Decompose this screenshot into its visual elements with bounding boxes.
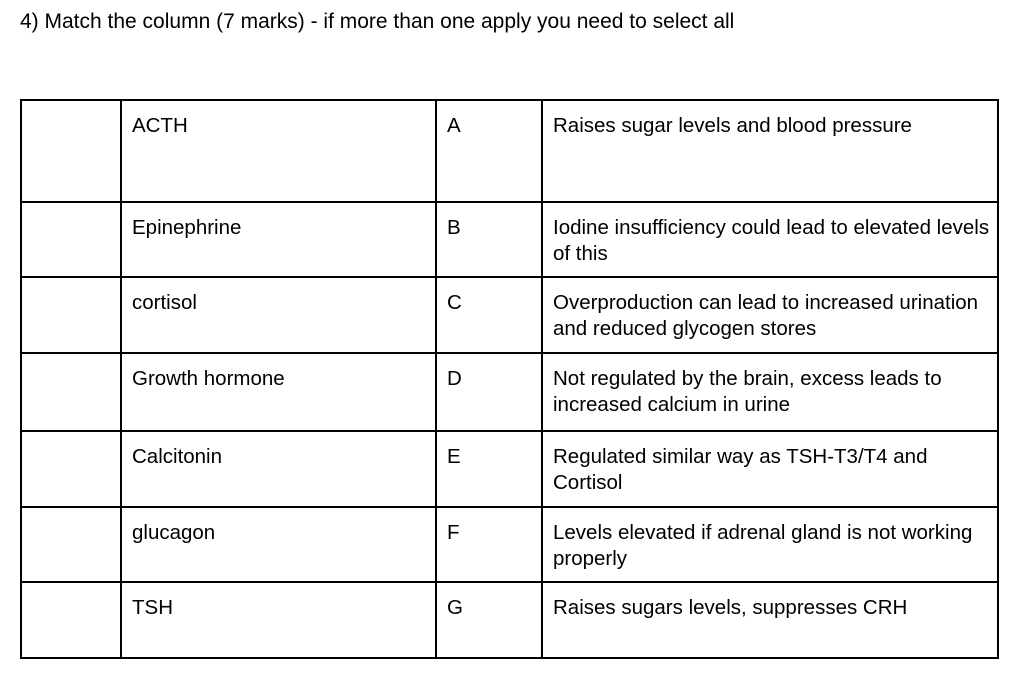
answer-cell[interactable] <box>21 353 121 431</box>
table-row <box>21 582 998 658</box>
term-cell: cortisol <box>121 277 436 353</box>
term-cell: ACTH <box>121 100 436 202</box>
table-row <box>21 100 998 202</box>
letter-cell: C <box>436 277 542 353</box>
letter-cell: A <box>436 100 542 202</box>
answer-cell[interactable] <box>21 582 121 658</box>
description-cell: Overproduction can lead to increased urination and reduced glycogen stores <box>542 277 998 353</box>
match-table <box>20 99 999 659</box>
term-cell: glucagon <box>121 507 436 582</box>
table-row <box>21 507 998 582</box>
table-row <box>21 431 998 507</box>
term-cell: Epinephrine <box>121 202 436 277</box>
table-row <box>21 202 998 277</box>
answer-cell[interactable] <box>21 431 121 507</box>
table-row <box>21 353 998 431</box>
letter-cell: E <box>436 431 542 507</box>
letter-cell: B <box>436 202 542 277</box>
answer-cell[interactable] <box>21 277 121 353</box>
question-title: 4) Match the column (7 marks) - if more than one apply you need to select all <box>20 10 735 33</box>
description-cell: Raises sugar levels and blood pressure <box>542 100 998 202</box>
description-cell: Levels elevated if adrenal gland is not working properly <box>542 507 998 582</box>
description-cell: Iodine insufficiency could lead to elevated levels of this <box>542 202 998 277</box>
answer-cell[interactable] <box>21 507 121 582</box>
answer-cell[interactable] <box>21 100 121 202</box>
description-cell: Raises sugars levels, suppresses CRH <box>542 582 998 658</box>
term-cell: TSH <box>121 582 436 658</box>
letter-cell: F <box>436 507 542 582</box>
letter-cell: G <box>436 582 542 658</box>
term-cell: Calcitonin <box>121 431 436 507</box>
term-cell: Growth hormone <box>121 353 436 431</box>
table-row <box>21 277 998 353</box>
description-cell: Not regulated by the brain, excess leads to increased calcium in urine <box>542 353 998 431</box>
answer-cell[interactable] <box>21 202 121 277</box>
description-cell: Regulated similar way as TSH-T3/T4 and Cortisol <box>542 431 998 507</box>
letter-cell: D <box>436 353 542 431</box>
